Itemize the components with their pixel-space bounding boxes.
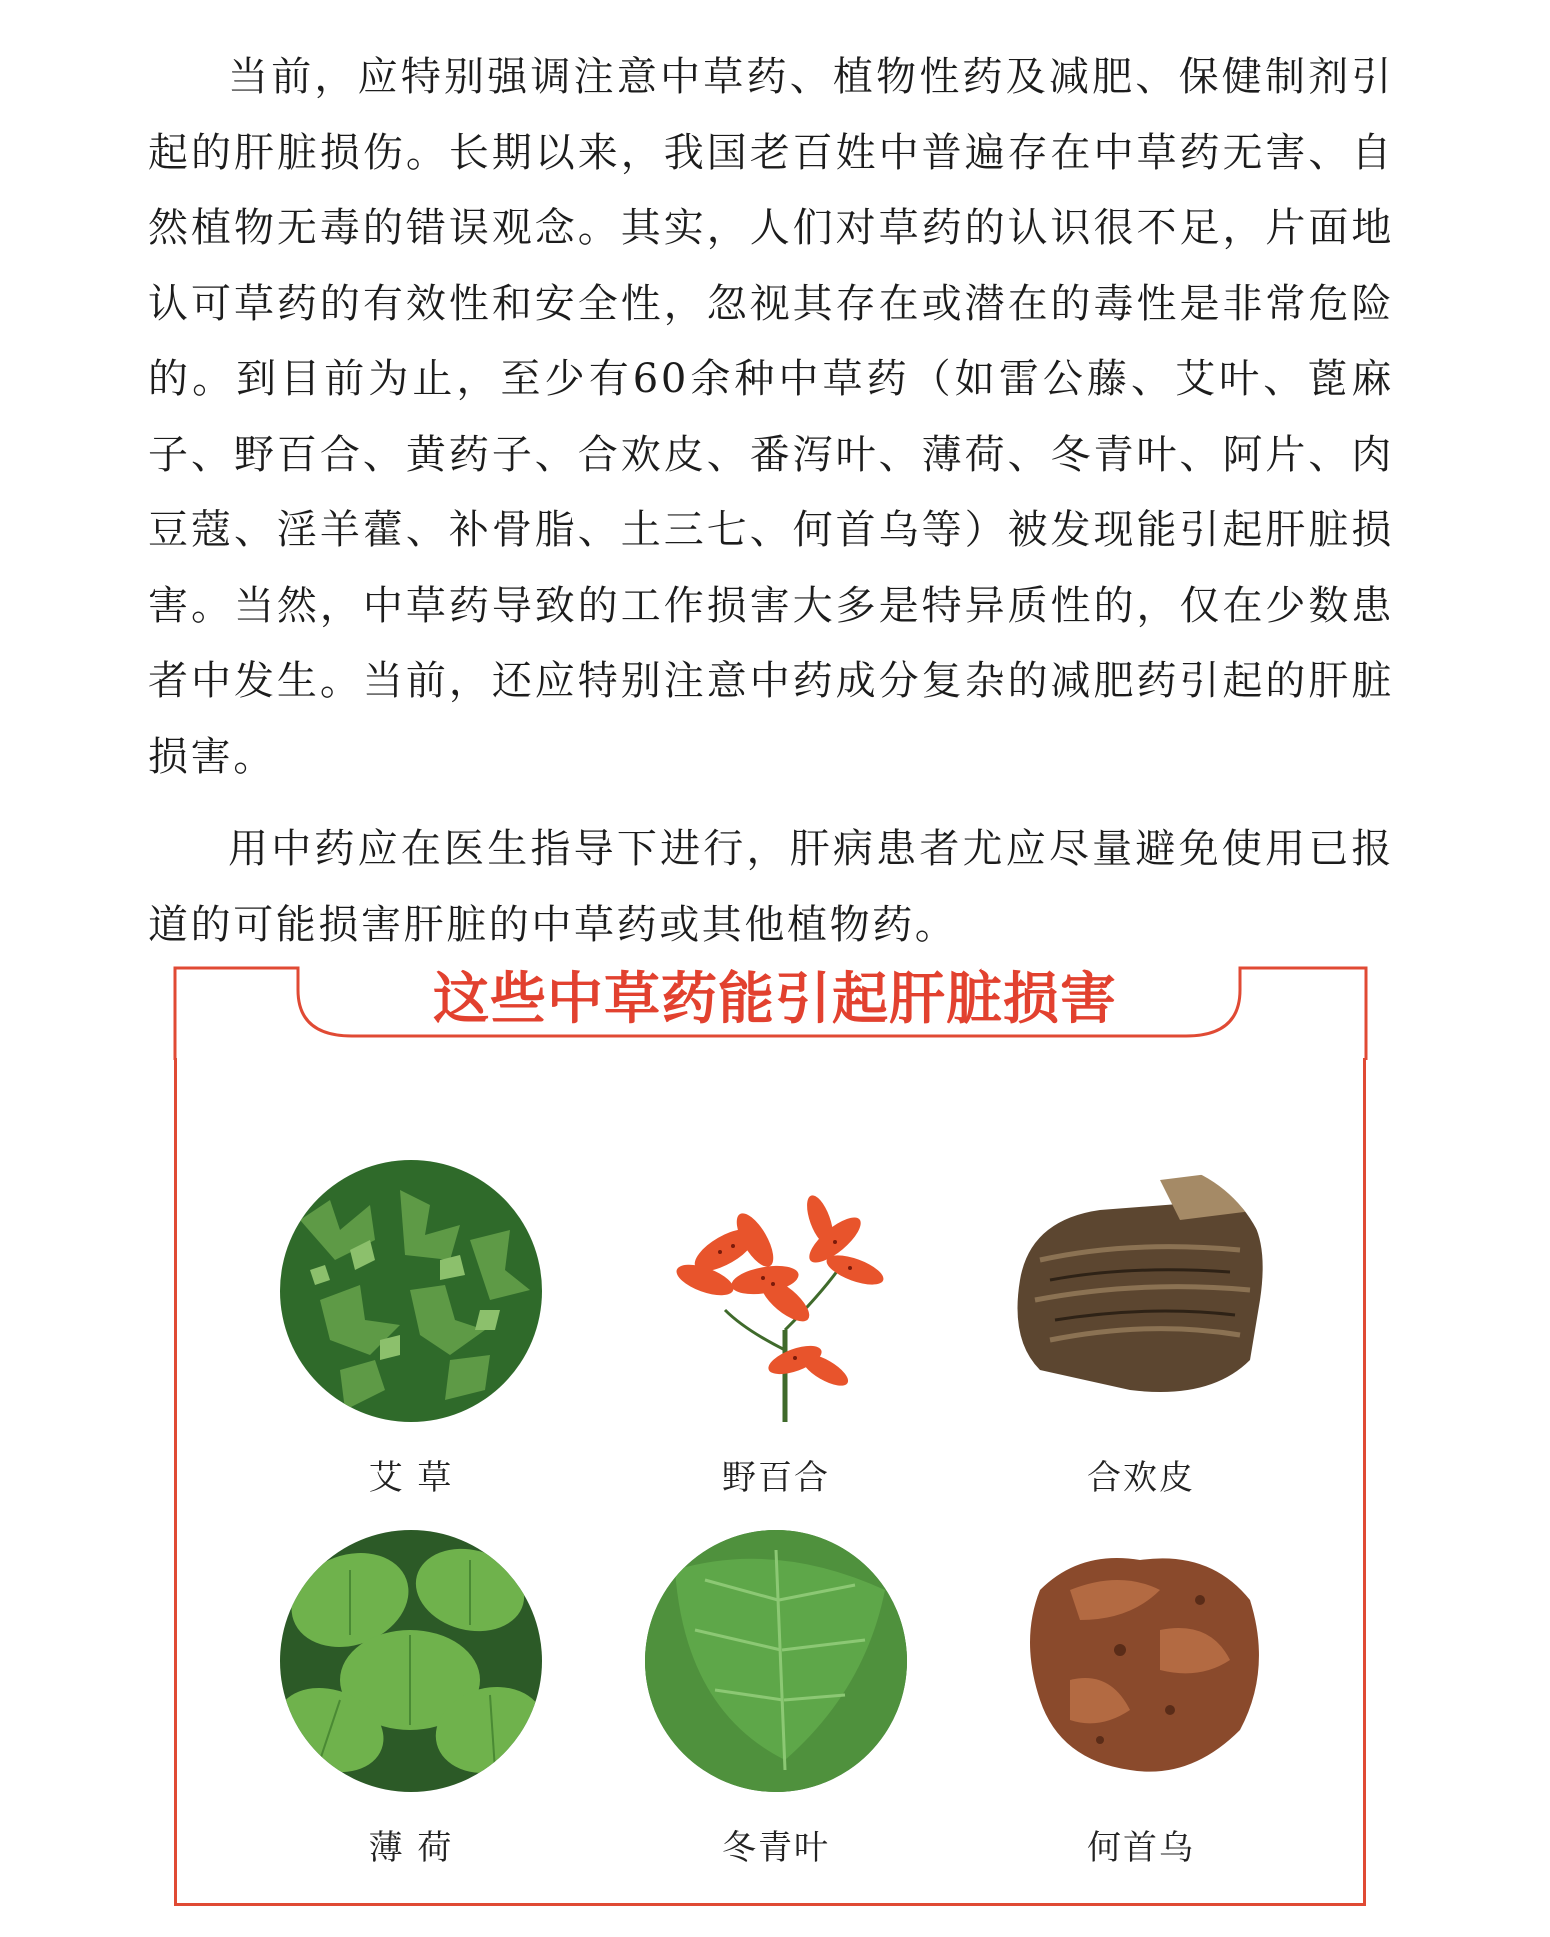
herb-label-mugwort: 艾 草 <box>368 1458 454 1498</box>
herb-box-title: 这些中草药能引起肝脏损害 <box>433 967 1117 1032</box>
paragraph-2: 用中药应在医生指导下进行，肝病患者尤应尽量避免使用已报道的可能损害肝脏的中草药或其他植物药。 <box>148 826 1394 948</box>
herb-label-albizia-bark: 合欢皮 <box>1087 1458 1195 1498</box>
herb-label-fleeceflower-root: 何首乌 <box>1087 1828 1195 1868</box>
herb-label-holly-leaf: 冬青叶 <box>722 1828 830 1868</box>
mugwort-photo <box>280 1160 542 1422</box>
herb-item-mint <box>276 1530 546 1869</box>
herb-item-fleeceflower-root <box>1006 1530 1276 1869</box>
mint-photo <box>280 1530 542 1792</box>
herb-item-albizia-bark <box>1006 1160 1276 1499</box>
herb-label-tiger-lily: 野百合 <box>722 1458 830 1498</box>
albizia-bark-photo <box>1010 1160 1272 1422</box>
fleeceflower-root-photo <box>1010 1530 1272 1792</box>
tiger-lily-photo <box>645 1160 907 1422</box>
holly-leaf-photo <box>645 1530 907 1792</box>
herb-item-tiger-lily <box>641 1160 911 1499</box>
herb-item-holly-leaf <box>641 1530 911 1869</box>
herb-item-mugwort <box>276 1160 546 1499</box>
paragraph-1: 当前，应特别强调注意中草药、植物性药及减肥、保健制剂引起的肝脏损伤。长期以来，我国老百姓中普遍存在中草药无害、自然植物无毒的错误观念。其实，人们对草药的认识很不足，片面地认可草药的有效性和安全性，忽视其存在或潜在的毒性是非常危险的。到目前为止，至少有60余种中草药（如雷公藤、艾叶、蓖麻子、野百合、黄药子、合欢皮、番泻叶、薄荷、冬青叶、阿片、肉豆蔻、淫羊藿、补骨脂、土三七、何首乌等）被发现能引起肝脏损害。当然，中草药导致的工作损害大多是特异质性的，仅在少数患者中发生。当前，还应特别注意中药成分复杂的减肥药引起的肝脏损害。 <box>148 54 1394 780</box>
herb-label-mint: 薄 荷 <box>368 1828 454 1868</box>
